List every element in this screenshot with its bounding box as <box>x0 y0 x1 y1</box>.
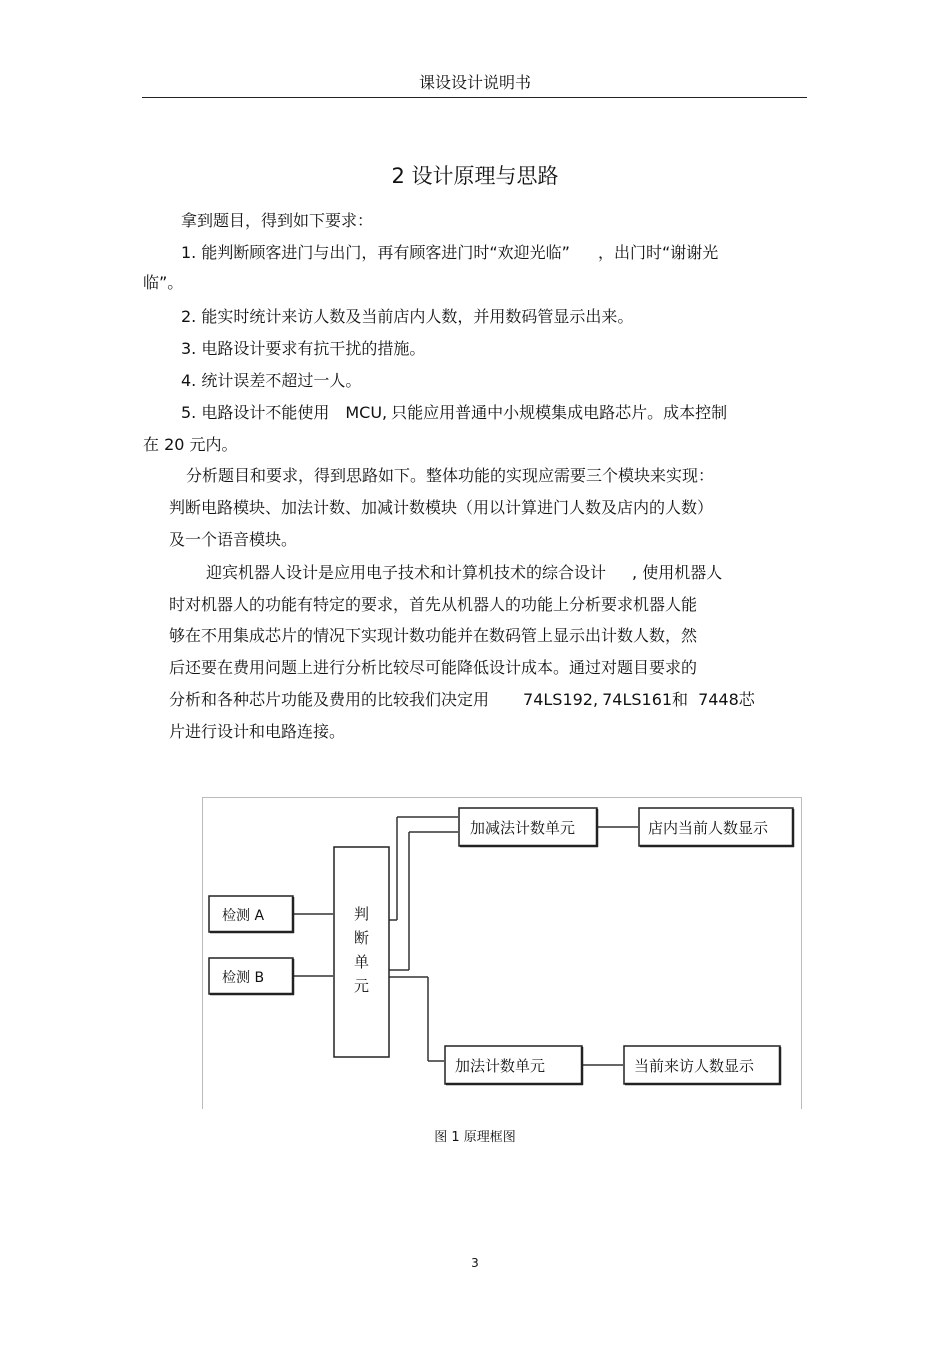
paragraph-line: 片进行设计和电路连接。 <box>169 722 346 741</box>
text-span: 5. 电路设计不能使用 <box>181 403 330 422</box>
paragraph-line: 3. 电路设计要求有抗干扰的措施。 <box>181 339 426 358</box>
text-span: ，出门时“谢谢光 <box>597 243 719 262</box>
text-span: MCU, <box>345 403 388 422</box>
detect-a-box <box>209 896 294 933</box>
paragraph-line: 拿到题目，得到如下要求： <box>181 211 374 230</box>
text-span: 74LS192, <box>523 690 599 709</box>
paragraph-line <box>206 560 722 583</box>
text-span: 分析和各种芯片功能及费用的比较我们决定用 <box>169 690 490 709</box>
updown-counter-box <box>459 808 598 847</box>
text-span: 只能应用普通中小规模集成电路芯片。成本控制 <box>391 403 728 422</box>
paragraph-line <box>181 240 718 263</box>
judge-char: 元 <box>354 977 370 995</box>
paragraph-line: 后还要在费用问题上进行分析比较尽可能降低设计成本。通过对题目要求的 <box>169 658 698 677</box>
text-span: 74LS161和 <box>602 690 689 709</box>
paragraph-line: 判断电路模块、加法计数、加减计数模块（用以计算进门人数及店内的人数） <box>169 498 714 517</box>
updown-counter-label: 加减法计数单元 <box>470 819 576 837</box>
text-span: 1. 能判断顾客进门与出门，再有顾客进门时“欢迎光临” <box>181 243 570 262</box>
add-counter-label: 加法计数单元 <box>455 1057 546 1075</box>
text-span: 迎宾机器人设计是应用电子技术和计算机技术的综合设计 <box>206 563 607 582</box>
page-header: 课设设计说明书 <box>418 73 531 92</box>
paragraph-line: 够在不用集成芯片的情况下实现计数功能并在数码管上显示出计数人数，然 <box>169 626 698 645</box>
store-display-label: 店内当前人数显示 <box>648 819 769 837</box>
page-number: 3 <box>471 1256 479 1270</box>
judge-char: 单 <box>354 953 370 971</box>
block-diagram <box>202 797 802 1109</box>
paragraph-line <box>169 687 755 710</box>
paragraph-line: 4. 统计误差不超过一人。 <box>181 371 362 390</box>
store-display-box <box>639 808 794 847</box>
block-diagram-svg <box>202 797 802 1109</box>
judge-unit-box <box>334 847 389 1057</box>
text-span: 7448芯 <box>698 690 755 709</box>
add-counter-box <box>445 1046 583 1085</box>
judge-char: 判 <box>354 905 370 923</box>
text-span: , 使用机器人 <box>632 563 723 582</box>
paragraph-line: 临”。 <box>143 273 184 292</box>
detect-b-label: 检测 B <box>222 970 265 986</box>
judge-char: 断 <box>354 929 370 947</box>
section-title: 2 设计原理与思路 <box>391 164 559 188</box>
figure-caption: 图 1 原理框图 <box>434 1130 516 1145</box>
paragraph-line <box>181 400 727 423</box>
paragraph-line: 分析题目和要求，得到思路如下。整体功能的实现应需要三个模块来实现： <box>186 466 715 485</box>
paragraph-line: 在 20 元内。 <box>143 435 238 454</box>
header-rule <box>142 97 807 98</box>
visitor-display-box <box>624 1046 781 1085</box>
visitor-display-label: 当前来访人数显示 <box>634 1057 755 1075</box>
paragraph-line: 及一个语音模块。 <box>169 530 298 549</box>
paragraph-line: 时对机器人的功能有特定的要求，首先从机器人的功能上分析要求机器人能 <box>169 595 698 614</box>
paragraph-line: 2. 能实时统计来访人数及当前店内人数，并用数码管显示出来。 <box>181 307 634 326</box>
detect-a-label: 检测 A <box>222 908 265 924</box>
detect-b-box <box>209 958 294 995</box>
